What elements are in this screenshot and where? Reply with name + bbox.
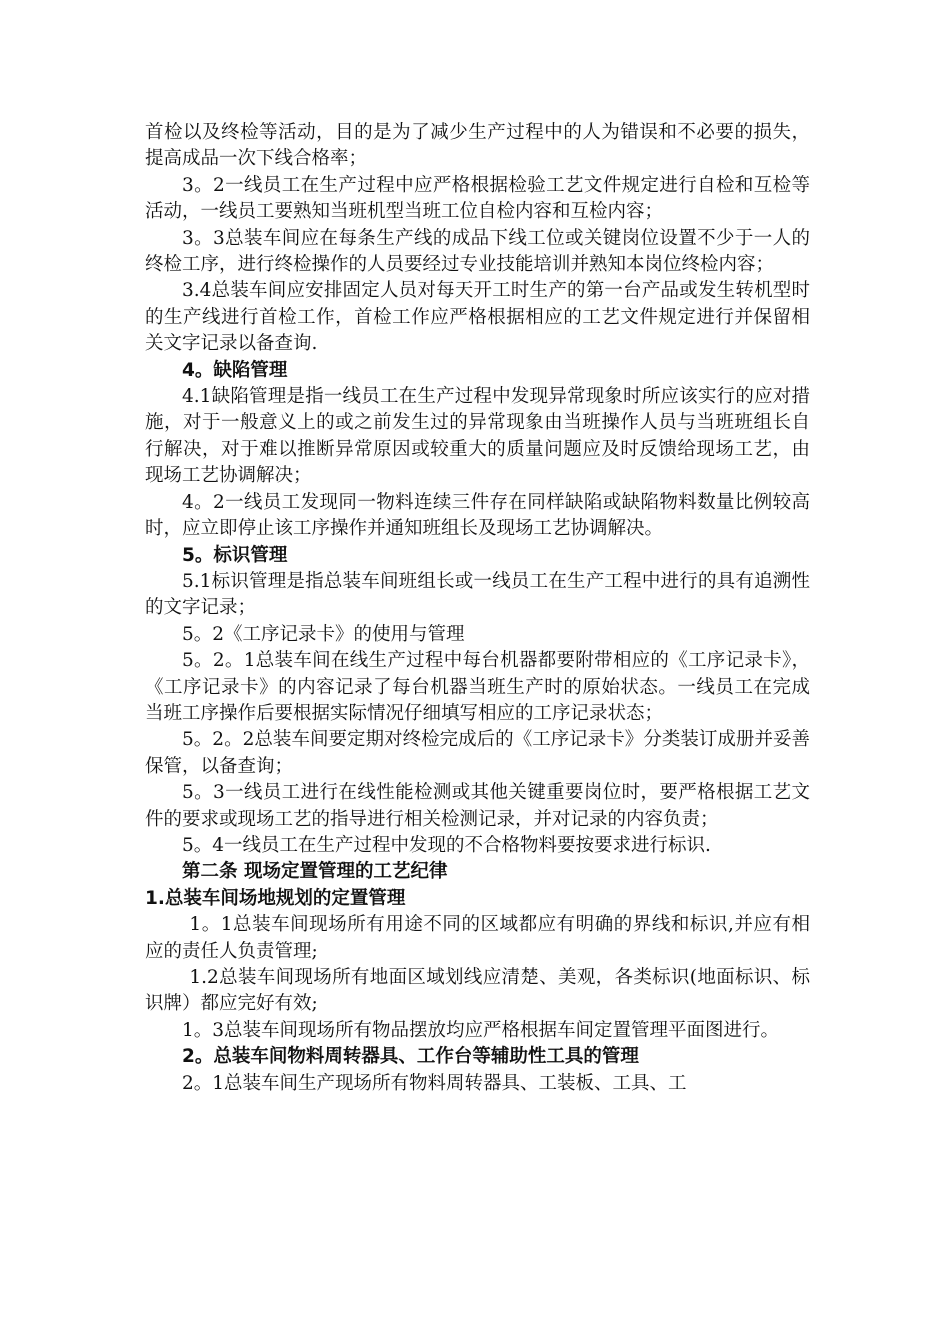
paragraph-5-2-1: 5。2。1总装车间在线生产过程中每台机器都要附带相应的《工序记录卡》，《工序记录卡》的内容记录了每台机器当班生产时的原始状态。一线员工在完成当班工序操作后要根据实际情况仔细填写相应的工序记录状态；: [145, 650, 810, 724]
paragraph-intro: 首检以及终检等活动，目的是为了减少生产过程中的人为错误和不必要的损失，提高成品一次下线合格率；: [145, 122, 810, 170]
paragraph-1-1: 1。1总装车间现场所有用途不同的区域都应有明确的界线和标识,并应有相应的责任人负责管理;: [145, 914, 810, 962]
heading-auxiliary-tools: 2。总装车间物料周转器具、工作台等辅助性工具的管理: [182, 1046, 639, 1068]
heading-defect-management: 4。缺陷管理: [182, 359, 288, 381]
paragraph-4-1: 4.1缺陷管理是指一线员工在生产过程中发现异常现象时所应该实行的应对措施，对于一般意义上的或之前发生过的异常现象由当班操作人员与当班班组长自行解决，对于难以推断异常原因或较重大的质量问题应及时反馈给现场工艺，由现场工艺协调解决；: [145, 386, 810, 487]
paragraph-1-2: 1.2总装车间现场所有地面区域划线应清楚、美观，各类标识(地面标识、标识牌）都应完好有效;: [145, 967, 810, 1015]
paragraph-5-2-2: 5。2。2总装车间要定期对终检完成后的《工序记录卡》分类装订成册并妥善保管，以备查询；: [145, 729, 810, 777]
paragraph-1-3: 1。3总装车间现场所有物品摆放均应严格根据车间定置管理平面图进行。: [182, 1019, 780, 1041]
document-page: [145, 120, 810, 1097]
paragraph-5-4: 5。4一线员工在生产过程中发现的不合格物料要按要求进行标识.: [182, 834, 711, 856]
paragraph-2-1: 2。1总装车间生产现场所有物料周转器具、工装板、工具、工: [182, 1072, 687, 1094]
heading-article-two: 第二条 现场定置管理的工艺纪律: [182, 861, 448, 883]
paragraph-3-3: 3。3总装车间应在每条生产线的成品下线工位或关键岗位设置不少于一人的终检工序，进行终检操作的人员要经过专业技能培训并熟知本岗位终检内容；: [145, 227, 810, 276]
paragraph-5-3: 5。3一线员工进行在线性能检测或其他关键重要岗位时，要严格根据工艺文件的要求或现场工艺的指导进行相关检测记录，并对记录的内容负责；: [145, 782, 810, 830]
paragraph-5-1: 5.1标识管理是指总装车间班组长或一线员工在生产工程中进行的具有追溯性的文字记录；: [145, 570, 810, 619]
paragraph-4-2: 4。2一线员工发现同一物料连续三件存在同样缺陷或缺陷物料数量比例较高时，应立即停止该工序操作并通知班组长及现场工艺协调解决。: [145, 491, 810, 540]
paragraph-5-2: 5。2《工序记录卡》的使用与管理: [182, 623, 465, 645]
heading-site-planning: 1.总装车间场地规划的定置管理: [145, 887, 406, 909]
paragraph-3-4: 3.4总装车间应安排固定人员对每天开工时生产的第一台产品或发生转机型时的生产线进行首检工作，首检工作应严格根据相应的工艺文件规定进行并保留相关文字记录以备查询.: [145, 280, 810, 355]
heading-identification-management: 5。标识管理: [182, 544, 288, 566]
paragraph-3-2: 3。2一线员工在生产过程中应严格根据检验工艺文件规定进行自检和互检等活动，一线员工要熟知当班机型当班工位自检内容和互检内容；: [145, 174, 810, 223]
